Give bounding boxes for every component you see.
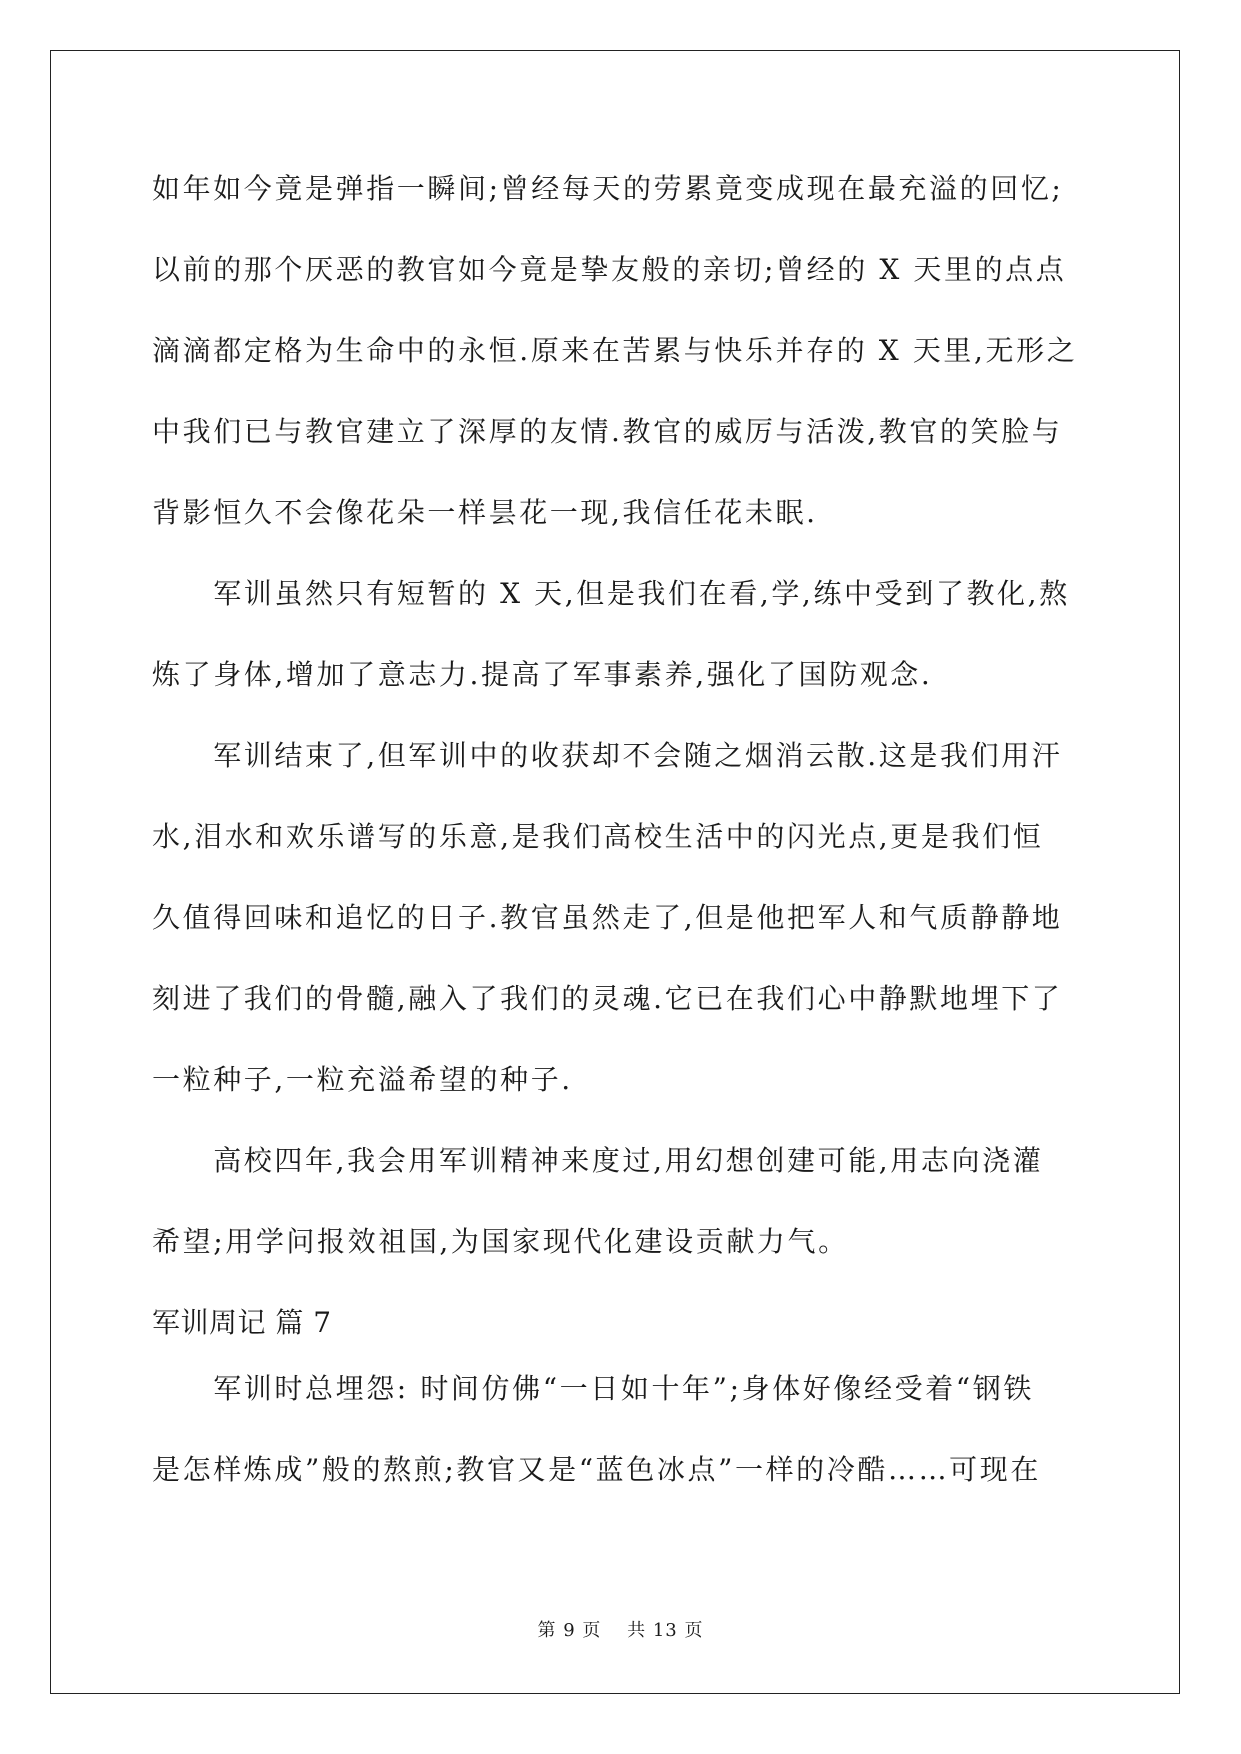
text-line: 军训时总埋怨: 时间仿佛“一日如十年”;身体好像经受着“钢铁 [152,1372,1034,1405]
text-line: 希望;用学问报效祖国,为国家现代化建设贡献力气。 [152,1225,849,1258]
text-line: 久值得回味和追忆的日子.教官虽然走了,但是他把军人和气质静静地 [152,901,1063,934]
text-line: 中我们已与教官建立了深厚的友情.教官的威厉与活泼,教官的笑脸与 [152,415,1063,448]
text-line: 刻进了我们的骨髓,融入了我们的灵魂.它已在我们心中静默地埋下了 [152,982,1063,1015]
text-line: 背影恒久不会像花朵一样昙花一现,我信任花未眠. [152,496,818,529]
section-heading: 军训周记 篇 7 [152,1306,332,1339]
text-line: 一粒种子,一粒充溢希望的种子. [152,1063,573,1096]
text-line: 是怎样炼成”般的熬煎;教官又是“蓝色冰点”一样的冷酷……可现在 [152,1453,1041,1486]
text-line: 滴滴都定格为生命中的永恒.原来在苦累与快乐并存的 X 天里,无形之 [152,334,1078,367]
text-line: 军训虽然只有短暂的 X 天,但是我们在看,学,练中受到了教化,熬 [152,577,1070,610]
page-number-footer: 第 9 页 共 13 页 [537,1620,704,1641]
text-line: 以前的那个厌恶的教官如今竟是挚友般的亲切;曾经的 X 天里的点点 [152,253,1067,286]
text-line: 高校四年,我会用军训精神来度过,用幻想创建可能,用志向浇灌 [152,1144,1044,1177]
text-line: 炼了身体,增加了意志力.提高了军事素养,强化了国防观念. [152,658,933,691]
text-line: 如年如今竟是弹指一瞬间;曾经每天的劳累竟变成现在最充溢的回忆; [152,172,1064,205]
text-line: 水,泪水和欢乐谱写的乐意,是我们高校生活中的闪光点,更是我们恒 [152,820,1044,853]
text-line: 军训结束了,但军训中的收获却不会随之烟消云散.这是我们用汗 [152,739,1063,772]
document-body [152,166,1092,1528]
